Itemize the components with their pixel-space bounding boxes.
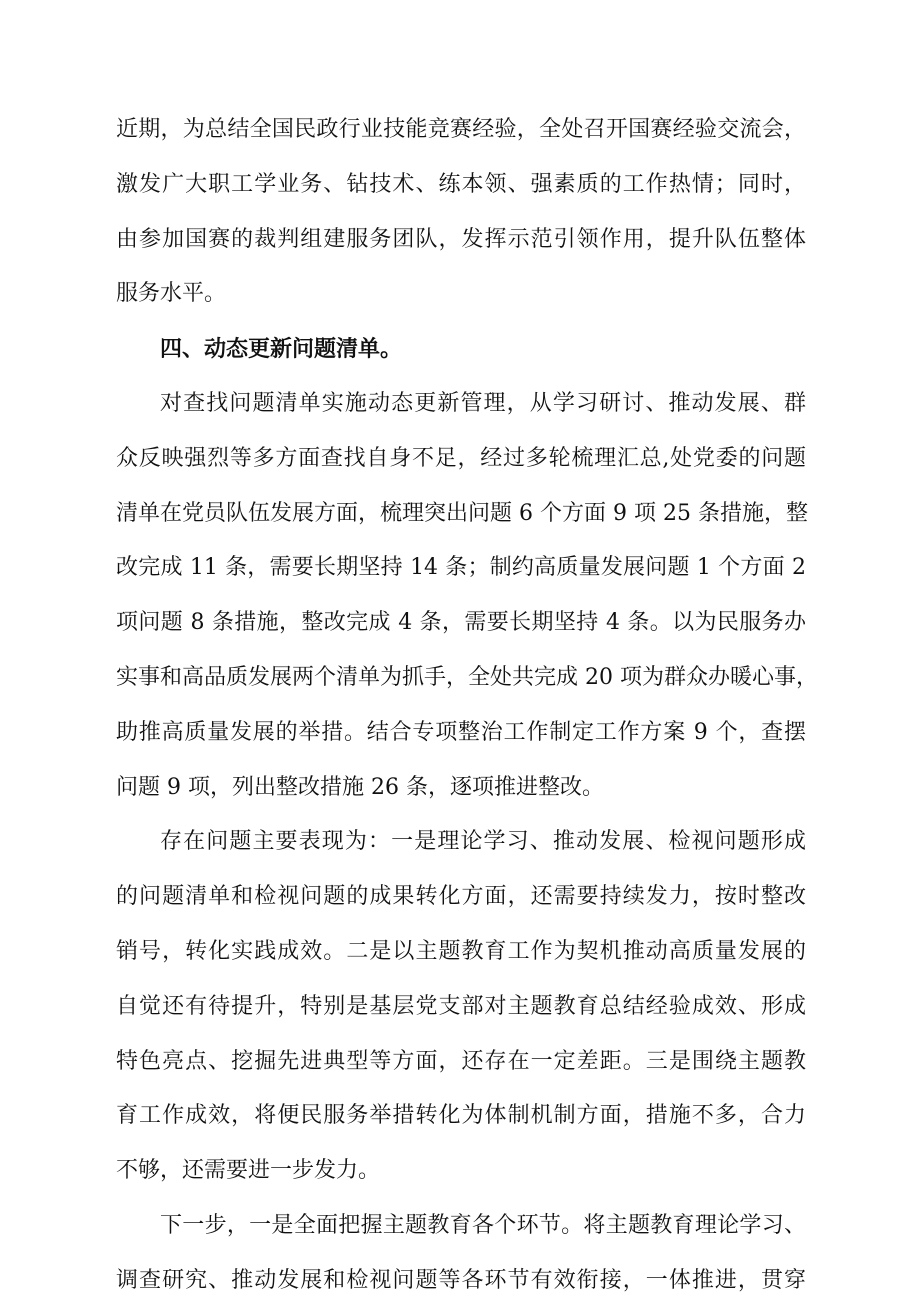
section-heading: 四、动态更新问题清单。 [160,336,403,363]
text-line: 改完成 11 条，需要长期坚持 14 条；制约高质量发展问题 1 个方面 2 [116,555,806,581]
text-line: 对查找问题清单实施动态更新管理，从学习研讨、推动发展、群 [160,391,806,416]
text-line: 由参加国赛的裁判组建服务团队，发挥示范引领作用，提升队伍整体 [116,226,806,252]
text-line: 问题 9 项，列出整改措施 26 条，逐项推进整改。 [116,774,604,800]
text-line: 特色亮点、挖掘先进典型等方面，还存在一定差距。三是围绕主题教 [116,1048,806,1074]
text-line: 育工作成效，将便民服务举措转化为体制机制方面，措施不多，合力 [116,1103,806,1129]
text-line: 的问题清单和检视问题的成果转化方面，还需要持续发力，按时整改 [116,884,806,910]
text-line: 实事和高品质发展两个清单为抓手，全处共完成 20 项为群众办暖心事， [116,665,818,690]
text-line: 项问题 8 条措施，整改完成 4 条，需要长期坚持 4 条。以为民服务办 [116,610,806,636]
text-line: 近期，为总结全国民政行业技能竞赛经验，全处召开国赛经验交流会， [116,117,806,142]
text-line: 自觉还有待提升，特别是基层党支部对主题教育总结经验成效、形成 [116,993,806,1019]
text-line: 下一步，一是全面把握主题教育各个环节。将主题教育理论学习、 [160,1213,806,1238]
text-line: 销号，转化实践成效。二是以主题教育工作为契机推动高质量发展的 [116,939,806,964]
text-line: 清单在党员队伍发展方面，梳理突出问题 6 个方面 9 项 25 条措施，整 [116,500,808,526]
text-line: 存在问题主要表现为：一是理论学习、推动发展、检视问题形成 [160,829,806,855]
text-line: 助推高质量发展的举措。结合专项整治工作制定工作方案 9 个，查摆 [116,719,806,745]
text-line: 众反映强烈等多方面查找自身不足，经过多轮梳理汇总,处党委的问题 [116,445,806,471]
text-line: 调查研究、推动发展和检视问题等各环节有效衔接，一体推进，贯穿 [116,1267,806,1293]
text-line: 不够，还需要进一步发力。 [116,1158,381,1184]
text-line: 激发广大职工学业务、钻技术、练本领、强素质的工作热情；同时， [116,171,806,197]
text-line: 服务水平。 [116,281,227,307]
